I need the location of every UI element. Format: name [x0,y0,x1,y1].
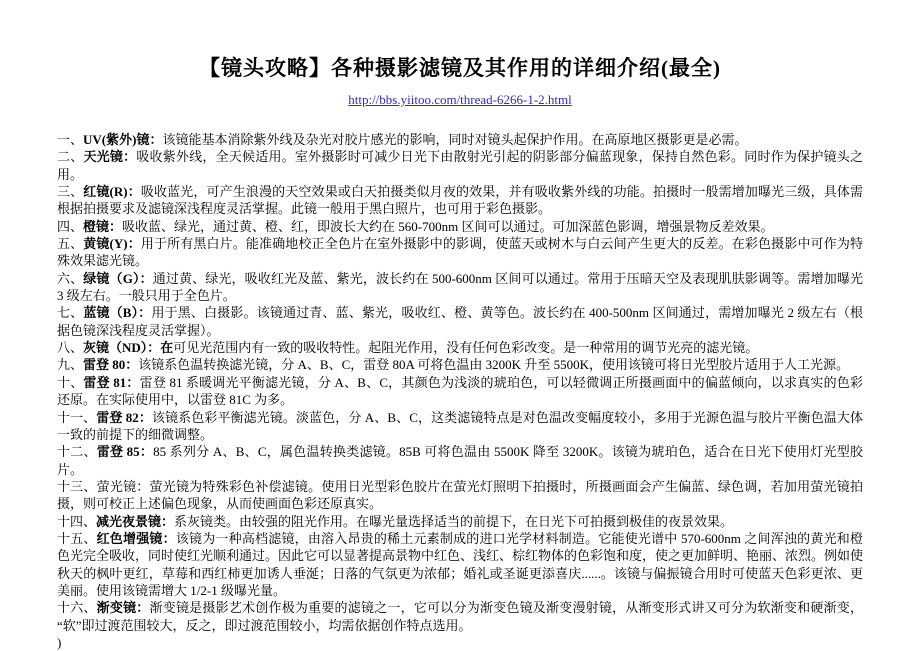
item-number: 十一、 [57,409,97,425]
list-item [57,356,863,373]
item-label: 雷登 81： [83,374,140,390]
item-number: 十、 [57,374,84,390]
trailing-paren: ) [57,634,62,650]
source-link[interactable]: http://bbs.yiitoo.com/thread-6266-1-2.html [348,92,572,107]
item-label: 蓝镜（B）： [83,305,152,321]
list-item [57,374,863,409]
list-item [57,478,863,513]
list-item [57,270,863,305]
list-item [57,599,863,634]
item-text: 该镜系色彩平衡滤光镜。淡蓝色，分 A、B、C，这类滤镜特点是对色温改变幅度较小，多用于光源色温与胶片平衡色温大体一致的前提下的细微调整。 [57,409,863,442]
item-text: 吸收蓝光，可产生浪漫的天空效果或白天拍摄类似月夜的效果，并有吸收紫外线的功能。拍摄时一般需增加曝光三级，具体需根据拍摄要求及滤镜深浅程度灵活掌握。此镜一般用于黑白照片，也可用于彩色摄影。 [57,184,863,217]
item-number: 十三、 [57,478,97,494]
list-item [57,235,863,270]
list-item [57,218,863,235]
item-label: 灰镜（ND）：在 [83,340,174,356]
item-number: 八、 [57,340,84,356]
page-title: 【镜头攻略】各种摄影滤镜及其作用的详细介绍(最全) [199,56,721,80]
list-item [57,409,863,444]
filter-list [57,131,863,634]
item-number: 四、 [57,218,84,234]
item-text: 可见光范围内有一致的吸收特性。起阻光作用，没有任何色彩改变。是一种常用的调节光亮的滤光镜。 [173,340,759,356]
item-label: 雷登 82： [96,409,152,425]
list-item [57,443,863,478]
item-number: 三、 [57,184,84,200]
item-label: 萤光镜： [96,478,150,494]
item-label: 减光夜景镜： [96,513,175,529]
item-number: 六、 [57,270,84,286]
item-number: 十四、 [57,513,97,529]
list-item [57,530,863,599]
item-text: 该镜为一种高档滤镜，由溶入昂贵的稀土元素制成的进口光学材料制造。它能使光谱中 570-600nm 之间浑浊的黄光和橙色光完全吸收，同时使红光顺利通过。因此它可以显著提高景物中红色、浅红、棕红物体的色彩饱和度，使之更加鲜明、艳丽、浓烈。例如使秋天的枫叶更红，草莓和西红柿更加诱人垂涎；日落的气氛更为浓郁；婚礼或圣诞更添喜庆......。该镜与偏振镜合用时可使蓝天色彩更浓、更美丽。使用该镜需增大 1/2-1 级曝光量。 [57,530,864,598]
item-number: 九、 [57,357,84,373]
item-text: 用于黑、白摄影。该镜通过青、蓝、紫光，吸收红、橙、黄等色。波长约在 400-500nm 区间通过，需增加曝光 2 级左右（根据色镜深浅程度灵活掌握）。 [57,305,863,338]
item-label: 橙镜： [83,218,123,234]
item-text: 吸收紫外线，全天候适用。室外摄影时可减少日光下由散射光引起的阴影部分偏蓝现象，保持自然色彩。同时作为保护镜头之用。 [57,149,863,182]
item-text: 吸收蓝、绿光，通过黄、橙、红，即波长大约在 560-700nm 区间可以通过。可加深蓝色影调，增强景物反差效果。 [122,218,774,234]
item-text: 萤光镜为特殊彩色补偿滤镜。使用日光型彩色胶片在萤光灯照明下拍摄时，所摄画面会产生偏蓝、绿色调，若加用萤光镜拍摄，则可校正上述偏色现象，从而使画面色彩还原真实。 [57,478,863,512]
item-label: UV(紫外)镜： [83,132,163,147]
item-number: 五、 [57,236,84,252]
list-item [57,304,863,339]
item-label: 渐变镜： [96,600,150,616]
item-number: 一、 [57,132,84,147]
item-number: 十二、 [57,444,97,460]
item-text: 系灰镜类。由较强的阻光作用。在曝光量选择适当的前提下，在日光下可拍摄到极佳的夜景效果。 [174,513,734,529]
item-text: 用于所有黑白片。能准确地校正全色片在室外摄影中的影调，使蓝天或树木与白云间产生更大的反差。在彩色摄影中可作为特殊效果滤光镜。 [57,236,863,269]
link-row [57,92,863,108]
list-item [57,148,863,183]
item-label: 红色增强镜： [96,530,176,546]
item-label: 黄镜(Y)： [83,236,141,252]
item-text: 85 系列分 A、B、C，属色温转换类滤镜。85B 可将色温由 5500K 降至 3200K。该镜为琥珀色，适合在日光下使用灯光型胶片。 [57,444,863,477]
item-number: 七、 [57,305,84,321]
item-text: 该镜能基本消除紫外线及杂光对胶片感光的影响，同时对镜头起保护作用。在高原地区摄影更是必需。 [162,132,748,147]
item-number: 二、 [57,149,84,165]
item-number: 十六、 [57,600,97,616]
list-item [57,339,863,356]
list-item [57,131,863,148]
list-item [57,183,863,218]
item-number: 十五、 [57,530,97,546]
item-label: 天光镜： [83,149,137,165]
item-text: 该镜系色温转换滤光镜，分 A、B、C，雷登 80A 可将色温由 3200K 升至 5500K，使用该镜可将日光型胶片适用于人工光源。 [138,357,849,373]
item-label: 雷登 80： [83,357,139,373]
list-item [57,513,863,530]
item-label: 绿镜（G）： [83,270,153,286]
item-label: 雷登 85： [96,444,154,460]
item-text: 渐变镜是摄影艺术创作极为重要的滤镜之一，它可以分为渐变色镜及渐变漫射镜，从渐变形式讲又可分为软渐变和硬渐变，“软”即过渡范围较大，反之，即过渡范围较小，均需依据创作特点选用。 [57,600,863,633]
item-text: 通过黄、绿光，吸收红光及蓝、紫光，波长约在 500-600nm 区间可以通过。常用于压暗天空及表现肌肤影调等。需增加曝光 3 级左右。一般只用于全色片。 [57,270,863,304]
item-label: 红镜(R)： [83,184,141,200]
item-text: 雷登 81 系暖调光平衡滤光镜，分 A、B、C，其颜色为浅淡的琥珀色，可以轻微调正所摄画面中的偏蓝倾向，以求真实的色彩还原。在实际使用中，以雷登 81C 为多。 [57,374,863,408]
